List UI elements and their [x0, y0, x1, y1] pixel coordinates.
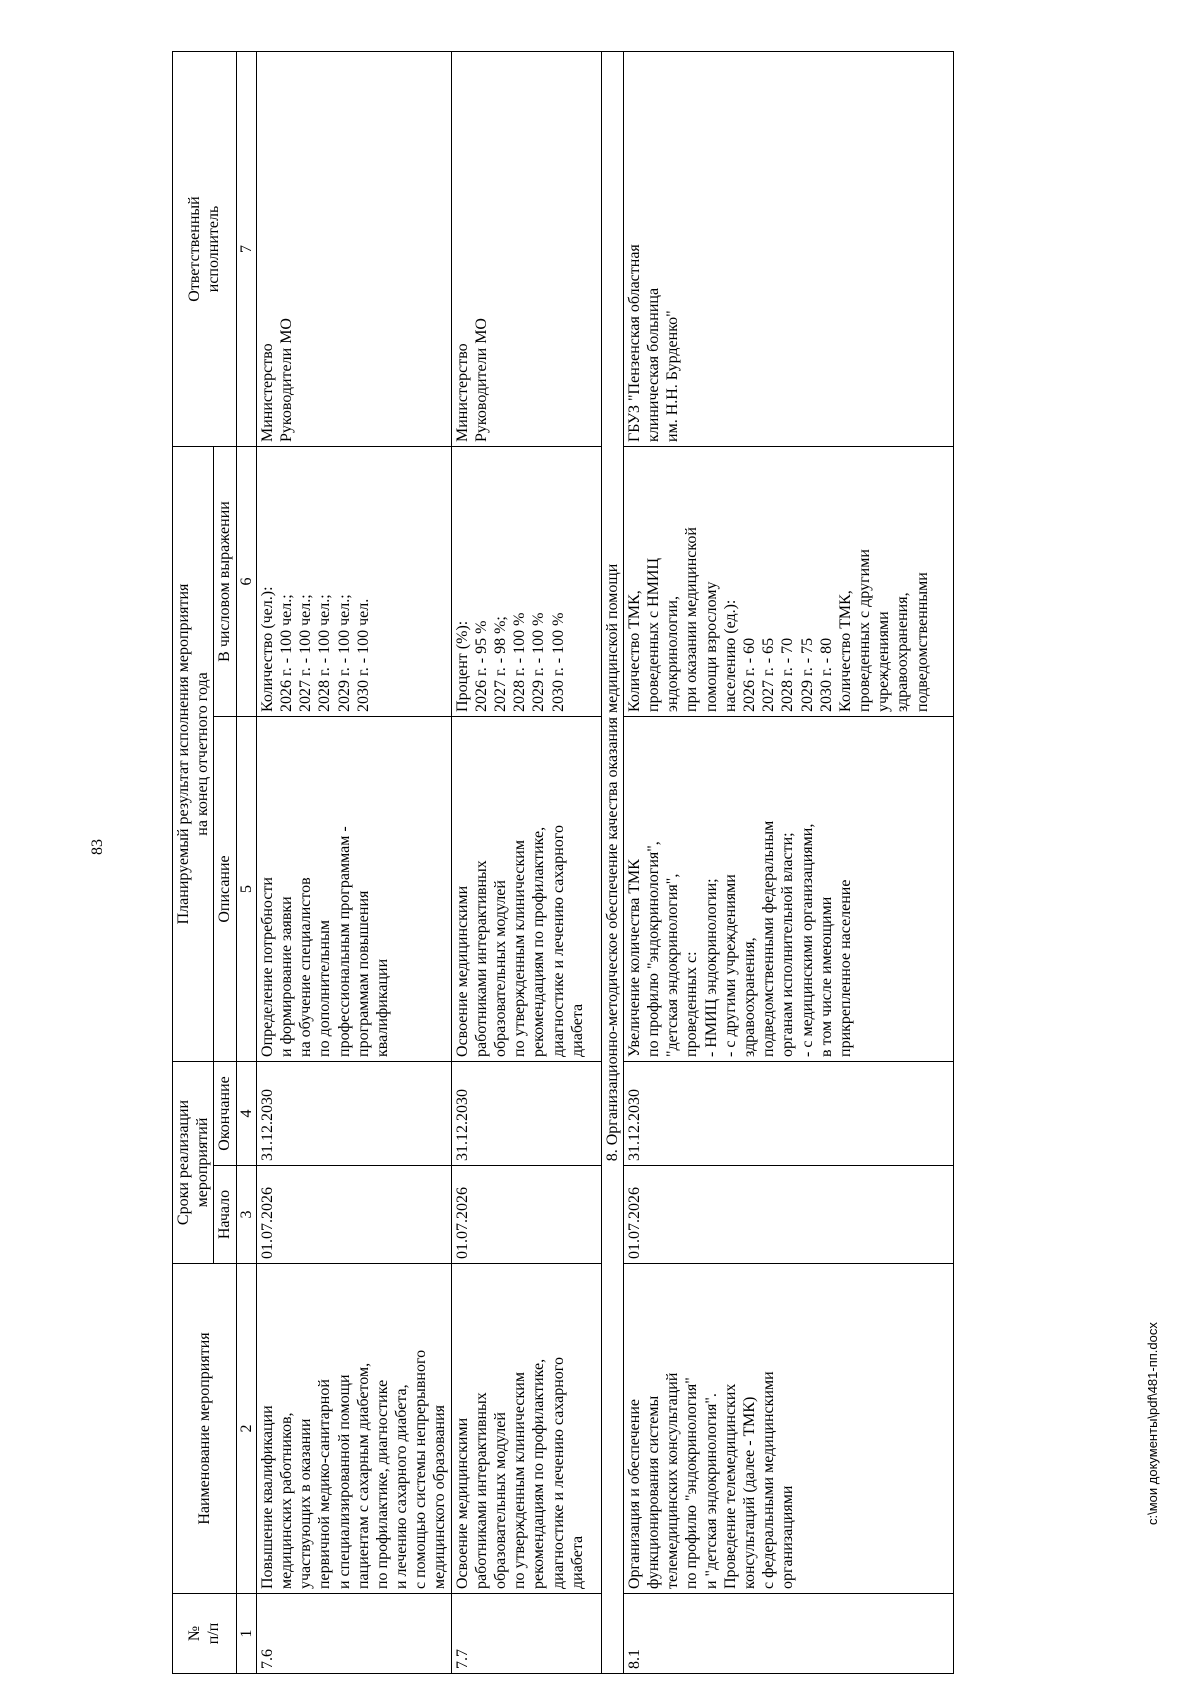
header-start: Начало [214, 1166, 236, 1264]
action-plan-table [172, 51, 954, 1674]
table-row [623, 51, 953, 1673]
column-number: 1 [236, 1594, 256, 1674]
row-responsible: ГБУЗ "Пензенская областная клиническая больница им. Н.Н. Бурденко" [623, 51, 953, 446]
header-timing: Сроки реализации мероприятий [173, 1061, 214, 1263]
section-header-row [601, 51, 623, 1673]
row-start: 01.07.2026 [256, 1166, 451, 1264]
header-end: Окончание [214, 1061, 236, 1165]
column-number: 7 [236, 51, 256, 446]
row-num: 7.6 [256, 1594, 451, 1674]
footer-file-path: c:\мои документы\pdf\481-пп.docx [1145, 1322, 1160, 1525]
row-end: 31.12.2030 [256, 1061, 451, 1165]
header-num: № п/п [173, 1594, 237, 1674]
rotated-table-container [172, 52, 1022, 1674]
row-numeric: Количество (чел.): 2026 г. - 100 чел.; 2027 г. - 100 чел.; 2028 г. - 100 чел.; 2029 г. - 100 чел.; 2030 г. - 100 чел. [256, 446, 451, 716]
row-start: 01.07.2026 [451, 1166, 601, 1264]
row-name: Освоение медицинскими работниками интерактивных образовательных модулей по утвержденным клиническим рекомендациям по профилактике, диагностике и лечению сахарного диабета [451, 1264, 601, 1594]
row-end: 31.12.2030 [451, 1061, 601, 1165]
column-number: 3 [236, 1166, 256, 1264]
row-responsible: Министерство Руководители МО [451, 51, 601, 446]
header-result: Планируемый результат исполнения мероприятия на конец отчетного года [173, 446, 214, 1061]
header-numeric: В числовом выражении [214, 446, 236, 716]
column-number: 6 [236, 446, 256, 716]
row-end: 31.12.2030 [623, 1061, 953, 1165]
table-row [451, 51, 601, 1673]
row-num: 7.7 [451, 1594, 601, 1674]
table-row [256, 51, 451, 1673]
row-description: Увеличение количества ТМК по профилю "эндокринология", "детская эндокринология", проведенных с: - НМИЦ эндокринологии; - с другими учреждениями здравоохранения, подведомственными федеральным органам исполнительной власти; - с медицинскими организациями, в том числе имеющими прикрепленное население [623, 716, 953, 1061]
row-description: Освоение медицинскими работниками интерактивных образовательных модулей по утвержденным клиническим рекомендациям по профилактике, диагностике и лечению сахарного диабета [451, 716, 601, 1061]
section-title: 8. Организационно-методическое обеспечение качества оказания медицинской помощи [601, 51, 623, 1673]
column-number: 2 [236, 1264, 256, 1594]
page-number: 83 [89, 839, 106, 855]
row-start: 01.07.2026 [623, 1166, 953, 1264]
row-numeric: Количество ТМК, проведенных с НМИЦ эндокринологии, при оказании медицинской помощи взрослому населению (ед.): 2026 г. - 60 2027 г. - 65 2028 г. - 70 2029 г. - 75 2030 г. - 80 Количество ТМК, проведенных с другими учреждениями здравоохранения, подведомственными [623, 446, 953, 716]
row-description: Определение потребности и формирование заявки на обучение специалистов по дополнительным профессиональным программам - программам повышения квалификации [256, 716, 451, 1061]
header-name: Наименование мероприятия [173, 1264, 237, 1594]
row-num: 8.1 [623, 1594, 953, 1674]
row-name: Организация и обеспечение функционирования системы телемедицинских консультаций по профилю "эндокринология" и "детская эндокринология". Проведение телемедицинских консультаций (далее - ТМК) с федеральными медицинскими организациями [623, 1264, 953, 1594]
header-description: Описание [214, 716, 236, 1061]
column-number: 4 [236, 1061, 256, 1165]
row-responsible: Министерство Руководители МО [256, 51, 451, 446]
row-name: Повышение квалификации медицинских работников, участвующих в оказании первичной медико-санитарной и специализированной помощи пациентам с сахарным диабетом, по профилактике, диагностике и лечению сахарного диабета, с помощью системы непрерывного медицинского образования [256, 1264, 451, 1594]
header-responsible: Ответственный исполнитель [173, 51, 237, 446]
column-number: 5 [236, 716, 256, 1061]
row-numeric: Процент (%): 2026 г. - 95 % 2027 г. - 98 %; 2028 г. - 100 % 2029 г. - 100 % 2030 г. - 100 % [451, 446, 601, 716]
